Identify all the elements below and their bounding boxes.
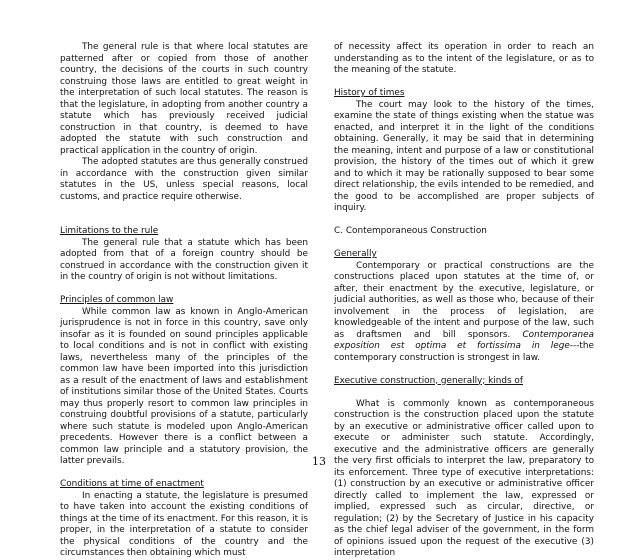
paragraph-text: Contemporary or practical constructions are the constructions placed upon statutes at the time of, or after, their enactment by the executive, legislature, or judicial authorities, as well as those who, because of their involvement in the process of legislation, are knowledgeable of the intent and purpose of the law, such as draftsmen and bill sponsors. [334, 260, 594, 340]
section-heading-history: History of times [334, 88, 405, 98]
right-column [334, 42, 594, 560]
paragraph: The adopted statutes are thus generally construed in accordance with the construction given similar statutes in the US, unless special reasons, local customs, and practice require otherwise. [60, 157, 308, 202]
section-heading-principles: Principles of common law [60, 295, 174, 305]
section-heading-contemporaneous: C. Contemporaneous Construction [334, 226, 487, 236]
paragraph: The court may look to the history of the times, examine the state of things existing when the statue was enacted, and interpret it in the light of the conditions obtaining. Generally, it may be said that in determining the meaning, intent and purpose of a law or constitutional provision, the history of the times out of which it grew and to which it may be rationally supposed to bear some direct relationship, the evils intended to be remedied, and the good to be accomplished are proper subjects of inquiry. [334, 99, 594, 213]
latin-maxim: Contemporanea exposition est optima et fortissima in lege [334, 329, 594, 351]
paragraph: of necessity affect its operation in order to reach an understanding as to the intent of the legislature, or as to the meaning of the statute. [334, 42, 594, 75]
paragraph: The general rule is that where local statutes are patterned after or copied from those of another country, the decisions of the courts in such country construing those laws are entitled to great weight in the interpretation of such local statutes. The reason is that the legislature, in adopting from another country a statute which has previously received judicial construction in that country, is deemed to have adopted the statute with such construction and practical application in the country of origin. [60, 42, 308, 156]
paragraph [334, 261, 594, 365]
page-number: 13 [312, 455, 326, 468]
maxim-translation: ---the contemporary construction is strongest in law. [334, 341, 594, 363]
section-heading-limitations: Limitations to the rule [60, 226, 159, 236]
paragraph: In enacting a statute, the legislature is presumed to have taken into account the existing conditions of things at the time of its enactment. For this reason, it is proper, in the interpretation of a statute to consider the physical conditions of the country and the circumstances then obtaining which must [60, 490, 309, 558]
section-heading-executive: Executive construction, generally; kinds of [334, 375, 523, 386]
section-heading-generally: Generally [334, 249, 377, 259]
section-heading-conditions: Conditions at time of enactment [60, 479, 204, 489]
paragraph: The general rule that a statute which has been adopted from that of a foreign country should be construed in accordance with the construction given it in the country of origin is not without limitations. [60, 237, 308, 282]
paragraph: What is commonly known as contemporaneous construction is the construction placed upon the statute by an executive or administrative officer called upon to execute or administer such statute. Accordingly, executive and the administrative officers are generally the very first officials to interpret the law, preparatory to its enforcement. Three type of executive interpretations: (1) construction by an executive or administrative officer directly called to implement the law, expressed or implied, expressed such as circular, directive, or regulation; (2) by the Secretary of Justice in his capacity as the chief legal adviser of the government, in the form of opinions issued upon the request of the executive (3) interpretation [334, 398, 594, 558]
paragraph: While common law as known in Anglo-American jurisprudence is not in force in this country, save only insofar as it is founded on sound principles applicable to local conditions and is not in conflict with existing laws, nevertheless many of the principles of the common law have been imported into this jurisdiction as a result of the enactment of laws and establishment of institutions similar those of the United States. Courts may thus properly resort to common law principles in construing doubtful provisions of a statute, particularly where such statute is modeled upon Anglo-American precedents. However there is a conflict between a common law principle and a statutory provision, the latter prevails. [60, 306, 308, 466]
left-column [60, 42, 308, 560]
